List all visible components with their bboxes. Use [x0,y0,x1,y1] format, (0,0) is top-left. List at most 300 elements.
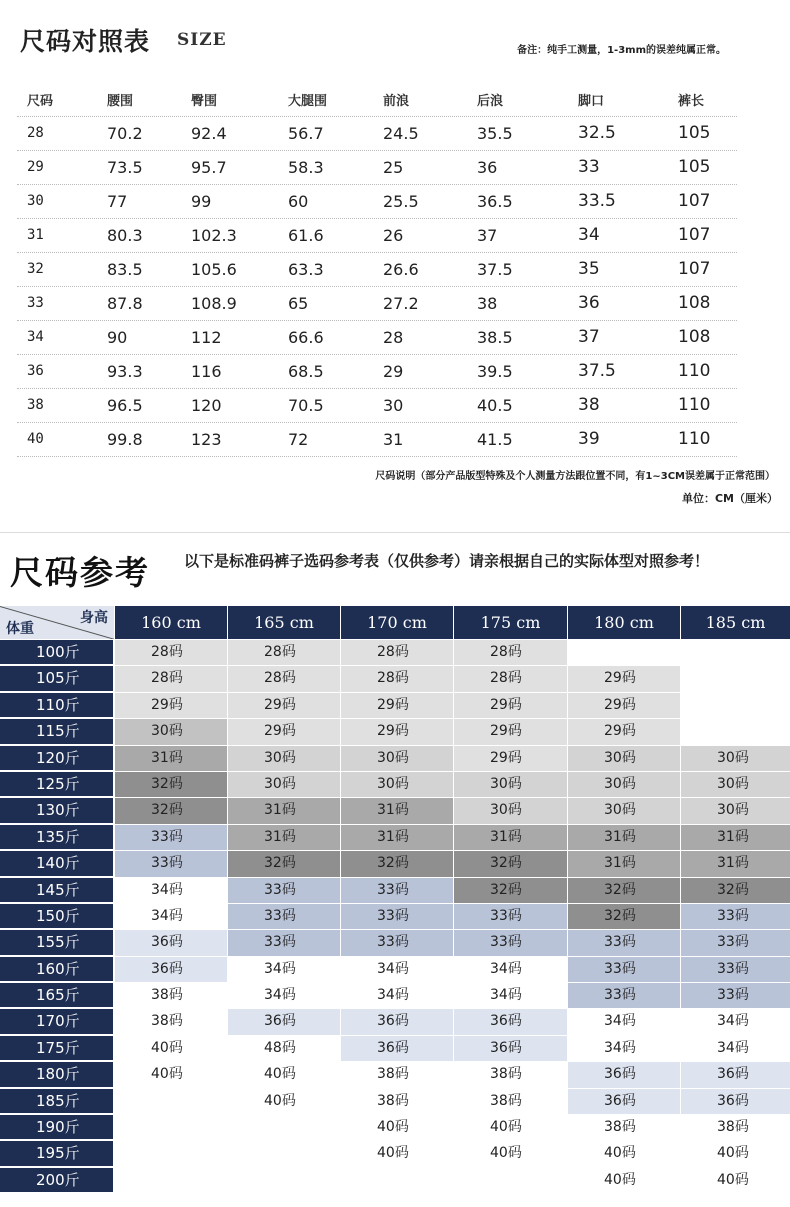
size-cell [228,666,341,692]
size-cell [454,1036,568,1062]
reference-title: 尺码参考 [10,553,150,592]
size-cell [568,851,681,877]
measurement-note: 备注：纯手工测量，1-3mm的误差纯属正常。 [517,45,726,56]
size-value: 33码 [490,907,522,924]
size-value: 38码 [377,1066,409,1083]
grid-row [0,1141,790,1167]
size-value: 32码 [604,881,636,898]
grid-row [0,1062,790,1088]
size-value: 33码 [377,907,409,924]
size-cell [454,666,568,692]
size-value: 30码 [377,775,409,792]
column-header: 前浪 [383,94,410,109]
grid-row [0,693,790,719]
table-cell: 25.5 [383,192,419,211]
size-value: 34码 [377,987,409,1004]
table-row [17,151,737,185]
size-cell [115,1062,228,1088]
size-value: 36码 [490,1039,522,1056]
size-cell [568,1036,681,1062]
size-cell [115,904,228,930]
table-cell: 36 [578,293,600,313]
table-cell: 26 [383,226,404,245]
table-cell: 41.5 [477,430,513,449]
size-cell [341,772,454,798]
size-cell [115,1115,228,1141]
size-value: 40码 [377,1119,409,1136]
table-cell: 105.6 [191,260,237,279]
size-value: 32码 [151,775,183,792]
weight-label: 185斤 [0,1089,114,1114]
size-value: 29码 [604,670,636,687]
table-cell: 33 [27,295,44,311]
size-cell [341,1141,454,1167]
size-cell [115,983,228,1009]
size-cell [228,1009,341,1035]
size-value: 40码 [377,1145,409,1162]
size-value: 33码 [151,855,183,872]
size-cell [568,772,681,798]
size-cell [341,957,454,983]
table-cell: 33.5 [578,191,616,211]
table-cell: 112 [191,328,222,347]
size-value: 34码 [604,1013,636,1030]
weight-label: 170斤 [0,1009,114,1034]
table-cell: 34 [578,225,600,245]
weight-label: 125斤 [0,772,114,797]
table-cell: 40 [27,431,44,447]
size-value: 33码 [717,907,749,924]
size-value: 33码 [604,987,636,1004]
reference-description: 以下是标准码裤子选码参考表（仅供参考）请亲根据自己的实际体型对照参考！ [184,552,710,570]
size-cell [454,904,568,930]
size-cell [454,930,568,956]
size-cell [681,930,790,956]
size-value: 29码 [377,696,409,713]
weight-label: 110斤 [0,693,114,718]
size-cell [115,1141,228,1167]
size-value: 29码 [490,723,522,740]
size-cell [115,693,228,719]
size-value: 28码 [377,670,409,687]
size-value: 32码 [151,802,183,819]
table-cell: 34 [27,329,44,345]
size-value: 29码 [264,723,296,740]
size-cell [681,983,790,1009]
table-cell: 70.2 [107,124,143,143]
size-value: 31码 [151,749,183,766]
size-cell [568,1062,681,1088]
table-cell: 107 [678,225,711,245]
size-value: 33码 [717,934,749,951]
grid-row [0,983,790,1009]
size-value: 40码 [264,1066,296,1083]
size-cell [568,1168,681,1194]
size-cell [568,666,681,692]
size-cell [681,1115,790,1141]
size-cell [568,719,681,745]
table-cell: 28 [27,125,44,141]
table-cell: 35.5 [477,124,513,143]
size-value: 30码 [604,802,636,819]
size-cell [454,746,568,772]
table-row [17,287,737,321]
size-value: 34码 [264,987,296,1004]
table-row [17,321,737,355]
weight-label: 120斤 [0,746,114,771]
size-cell [115,1089,228,1115]
size-cell [681,640,790,666]
size-cell [454,719,568,745]
table-cell: 39.5 [477,362,513,381]
size-cell [115,1036,228,1062]
size-value: 29码 [151,696,183,713]
size-value: 31码 [490,828,522,845]
grid-row [0,640,790,666]
size-value: 30码 [604,749,636,766]
size-cell [341,851,454,877]
size-cell [681,851,790,877]
size-cell [228,772,341,798]
size-value: 38码 [377,1092,409,1109]
table-cell: 107 [678,191,711,211]
weight-label: 150斤 [0,904,114,929]
table-cell: 32 [27,261,44,277]
size-cell [341,1115,454,1141]
size-chart-section [0,0,790,520]
table-cell: 30 [27,193,44,209]
column-header: 腰围 [107,94,134,109]
table-cell: 73.5 [107,158,143,177]
size-value: 28码 [264,670,296,687]
table-cell: 72 [288,430,309,449]
table-cell: 61.6 [288,226,324,245]
size-value: 36码 [264,1013,296,1030]
size-value: 32码 [604,907,636,924]
size-value: 40码 [604,1171,636,1188]
size-cell [681,1009,790,1035]
weight-label: 190斤 [0,1115,114,1140]
size-value: 34码 [151,907,183,924]
weight-label: 160斤 [0,957,114,982]
size-cell [228,640,341,666]
size-cell [341,640,454,666]
table-cell: 68.5 [288,362,324,381]
size-cell [454,1062,568,1088]
table-row [17,117,737,151]
column-header: 大腿围 [288,94,328,109]
size-cell [568,798,681,824]
size-cell [341,719,454,745]
size-cell [115,878,228,904]
table-cell: 35 [578,259,600,279]
weight-label: 175斤 [0,1036,114,1061]
table-cell: 36 [477,158,498,177]
size-cell [568,825,681,851]
size-value: 33码 [490,934,522,951]
size-value: 40码 [264,1092,296,1109]
size-cell [681,719,790,745]
size-value: 40码 [151,1066,183,1083]
size-value: 32码 [490,881,522,898]
table-cell: 37 [477,226,498,245]
size-cell [568,640,681,666]
table-cell: 33 [578,157,600,177]
table-cell: 108 [678,293,711,313]
size-value: 34码 [717,1013,749,1030]
size-cell [115,825,228,851]
size-cell [568,983,681,1009]
size-cell [454,983,568,1009]
size-cell [115,798,228,824]
column-header: 裤长 [678,94,705,109]
size-cell [568,1141,681,1167]
size-value: 34码 [377,960,409,977]
size-cell [228,1115,341,1141]
unit-label: 单位：CM（厘米） [681,492,778,505]
size-cell [681,1062,790,1088]
grid-row [0,1089,790,1115]
size-cell [228,719,341,745]
table-cell: 99.8 [107,430,143,449]
size-value: 31码 [377,802,409,819]
size-chart-title-en: SIZE [177,30,227,50]
table-cell: 37.5 [578,361,616,381]
table-cell: 80.3 [107,226,143,245]
size-value: 36码 [151,934,183,951]
grid-row [0,1115,790,1141]
size-value: 33码 [717,960,749,977]
size-cell [228,957,341,983]
size-cell [454,1089,568,1115]
size-cell [115,772,228,798]
size-cell [568,746,681,772]
size-value: 40码 [490,1145,522,1162]
size-cell [568,1089,681,1115]
table-cell: 70.5 [288,396,324,415]
size-value: 34码 [604,1039,636,1056]
size-value: 33码 [264,907,296,924]
size-cell [341,1036,454,1062]
size-value: 28码 [264,644,296,660]
size-cell [454,825,568,851]
table-cell: 60 [288,192,309,211]
size-value: 33码 [604,960,636,977]
size-cell [341,666,454,692]
size-value: 36码 [717,1066,749,1083]
size-value: 34码 [490,960,522,977]
corner-weight-label: 体重 [6,621,34,637]
size-value: 30码 [717,749,749,766]
weight-label: 165斤 [0,983,114,1008]
table-cell: 116 [191,362,222,381]
size-value: 36码 [717,1092,749,1109]
size-value: 31码 [264,828,296,845]
size-cell [341,904,454,930]
size-cell [568,930,681,956]
size-cell [568,693,681,719]
weight-label: 130斤 [0,798,114,823]
size-cell [228,798,341,824]
size-value: 36码 [151,960,183,977]
size-value: 30码 [377,749,409,766]
size-cell [115,1009,228,1035]
column-header: 臀围 [191,94,218,109]
size-value: 31码 [717,855,749,872]
size-value: 28码 [151,644,183,660]
size-cell [681,904,790,930]
table-cell: 99 [191,192,212,211]
table-cell: 31 [383,430,404,449]
size-value: 48码 [264,1039,296,1056]
table-cell: 29 [27,159,44,175]
corner-height-label: 身高 [80,610,108,626]
table-cell: 108 [678,327,711,347]
size-cell [115,851,228,877]
size-value: 36码 [377,1039,409,1056]
table-cell: 36.5 [477,192,513,211]
size-cell [341,1009,454,1035]
table-cell: 123 [191,430,222,449]
height-header: 180 cm [568,606,681,640]
grid-row [0,798,790,824]
height-header: 185 cm [681,606,790,640]
table-cell: 30 [383,396,404,415]
size-cell [681,798,790,824]
size-value: 30码 [717,775,749,792]
size-cell [454,772,568,798]
size-value: 38码 [151,987,183,1004]
size-cell [115,746,228,772]
grid-row [0,772,790,798]
size-cell [115,957,228,983]
weight-label: 140斤 [0,851,114,876]
table-row [17,253,737,287]
table-cell: 63.3 [288,260,324,279]
size-value: 40码 [604,1145,636,1162]
grid-row [0,878,790,904]
table-cell: 83.5 [107,260,143,279]
size-value: 32码 [264,855,296,872]
size-cell [341,983,454,1009]
table-cell: 110 [678,361,711,381]
size-value: 38码 [151,1013,183,1030]
size-value: 40码 [717,1145,749,1162]
size-value: 33码 [717,987,749,1004]
size-value: 36码 [490,1013,522,1030]
weight-label: 200斤 [0,1168,114,1193]
table-cell: 77 [107,192,128,211]
table-cell: 66.6 [288,328,324,347]
table-cell: 96.5 [107,396,143,415]
height-header: 170 cm [341,606,454,640]
size-table [17,88,737,457]
size-value: 33码 [377,881,409,898]
grid-row [0,904,790,930]
size-cell [568,957,681,983]
table-cell: 38 [578,395,600,415]
size-cell [454,640,568,666]
table-cell: 105 [678,157,711,177]
size-value: 29码 [490,696,522,713]
size-value: 40码 [490,1119,522,1136]
size-cell [115,930,228,956]
size-value: 36码 [604,1066,636,1083]
table-cell: 56.7 [288,124,324,143]
size-value: 34码 [717,1039,749,1056]
grid-row [0,719,790,745]
size-value: 31码 [377,828,409,845]
size-cell [341,798,454,824]
grid-row [0,957,790,983]
grid-header-row [0,606,790,640]
table-cell: 38.5 [477,328,513,347]
size-cell [681,1089,790,1115]
grid-row [0,1036,790,1062]
grid-row [0,666,790,692]
size-cell [568,1115,681,1141]
reference-grid [0,606,790,1194]
table-cell: 39 [578,429,600,449]
size-cell [228,1141,341,1167]
size-cell [228,693,341,719]
table-cell: 110 [678,429,711,449]
size-value: 28码 [377,644,409,660]
size-explanation: 尺码说明（部分产品版型特殊及个人测量方法跟位置不同，有1~3CM误差属于正常范围） [375,471,775,482]
size-table-header [17,88,737,117]
size-value: 30码 [264,749,296,766]
grid-row [0,825,790,851]
size-value: 33码 [264,881,296,898]
grid-corner [0,606,114,639]
size-value: 28码 [490,670,522,687]
table-cell: 90 [107,328,128,347]
grid-row [0,851,790,877]
size-value: 30码 [717,802,749,819]
column-header: 尺码 [27,94,54,109]
size-value: 29码 [604,723,636,740]
size-cell [228,1168,341,1194]
size-cell [681,666,790,692]
column-header: 后浪 [477,94,504,109]
size-cell [454,1009,568,1035]
table-cell: 95.7 [191,158,227,177]
size-cell [228,746,341,772]
size-value: 29码 [377,723,409,740]
size-cell [681,878,790,904]
table-cell: 28 [383,328,404,347]
size-value: 33码 [151,828,183,845]
size-cell [454,878,568,904]
size-value: 32码 [377,855,409,872]
size-value: 29码 [264,696,296,713]
weight-label: 115斤 [0,719,114,744]
table-cell: 110 [678,395,711,415]
table-row [17,219,737,253]
size-cell [115,1168,228,1194]
size-cell [228,983,341,1009]
grid-row [0,930,790,956]
size-cell [341,1089,454,1115]
table-cell: 107 [678,259,711,279]
table-cell: 37 [578,327,600,347]
size-cell [681,825,790,851]
height-header: 165 cm [228,606,341,640]
size-cell [681,772,790,798]
size-chart-title: 尺码对照表 [20,27,151,56]
size-value: 38码 [604,1119,636,1136]
table-cell: 38 [477,294,498,313]
